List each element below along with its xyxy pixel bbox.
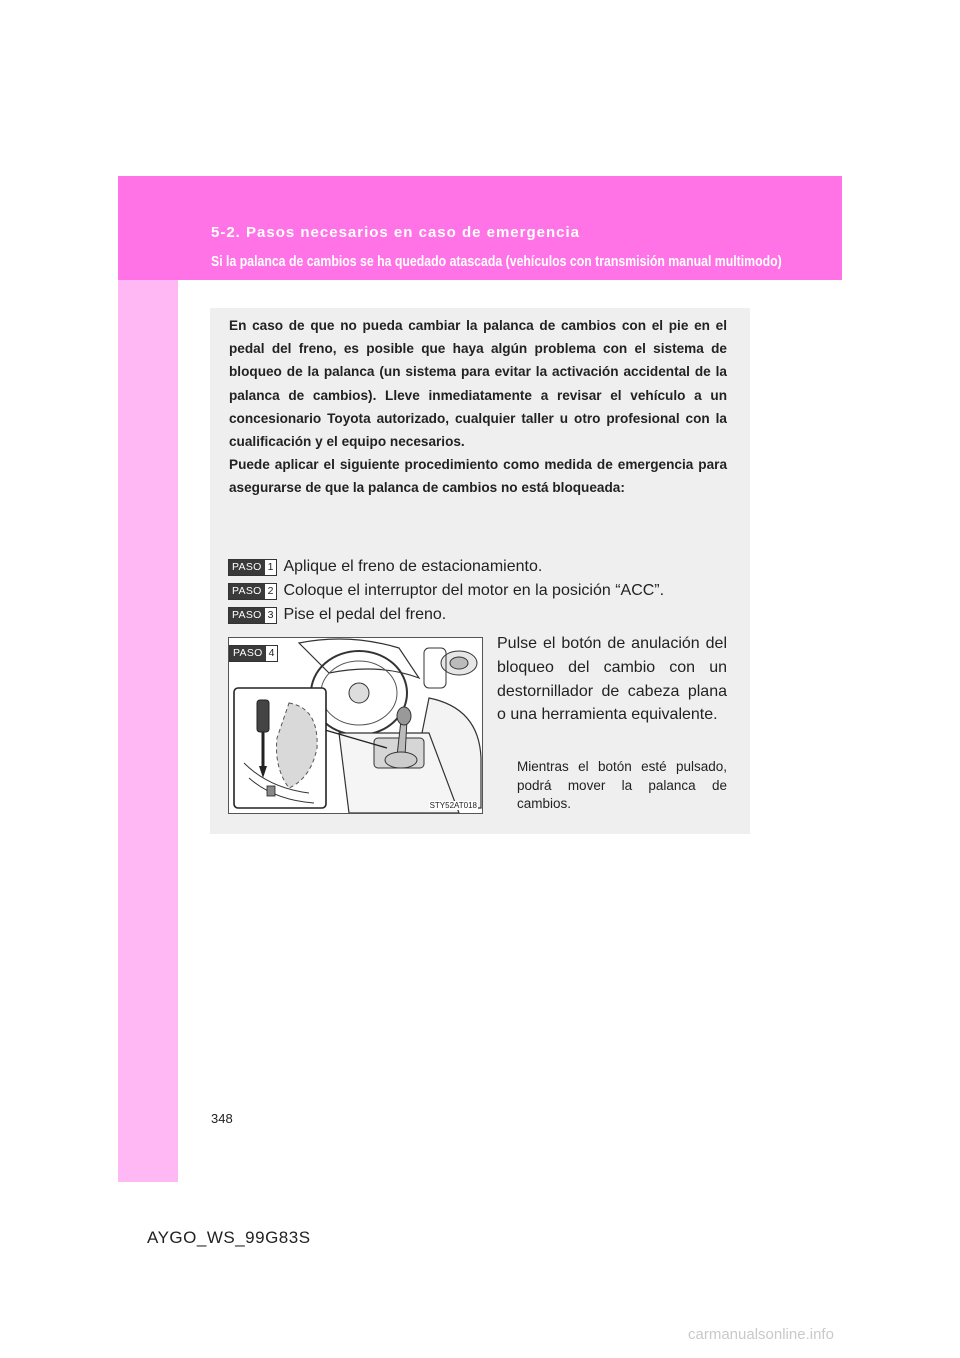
side-band bbox=[118, 280, 178, 1182]
step-badge-label: PASO bbox=[229, 560, 265, 575]
section-title: Si la palanca de cambios se ha quedado atascada (vehículos con transmisión manual multimodo) bbox=[211, 253, 782, 270]
shift-lever-drawing bbox=[229, 638, 482, 813]
step-badge-label: PASO bbox=[230, 646, 266, 661]
step-badge-number: 2 bbox=[265, 584, 277, 599]
intro-paragraph: En caso de que no pueda cambiar la palanca de cambios con el pie en el pedal del freno, es posible que haya algún problema con el sistema de bloqueo de la palanca (un sistema para evitar la activación accidental de la palanca de cambios). Lleve inmediatamente a revisar el vehículo a un concesionario Toyota autorizado, cualquier taller u otro profesional con la cualificación y el equipo necesarios. Puede aplicar el siguiente procedimiento como medida de emergencia para asegurarse de que la palanca de cambios no está bloqueada: bbox=[229, 318, 727, 496]
step-badge-label: PASO bbox=[229, 608, 265, 623]
step-badge bbox=[228, 607, 277, 624]
step-4-badge bbox=[229, 643, 284, 662]
step-text: Coloque el interruptor del motor en la posición “ACC”. bbox=[283, 582, 665, 599]
illustration-code: STY52AT018 bbox=[429, 801, 477, 810]
step-1 bbox=[228, 557, 542, 577]
step-badge-number: 3 bbox=[265, 608, 277, 623]
step-text: Pise el pedal del freno. bbox=[283, 606, 447, 623]
watermark: carmanualsonline.info bbox=[688, 1326, 834, 1343]
step-4-text: Pulse el botón de anulación del bloqueo del cambio con un destornillador de cabeza plana o una herramienta equivalente. bbox=[497, 635, 727, 724]
step-badge bbox=[228, 583, 277, 600]
intro-text bbox=[229, 314, 727, 500]
shift-lock-illustration bbox=[228, 637, 483, 814]
step-3 bbox=[228, 605, 446, 625]
step-badge bbox=[228, 559, 277, 576]
step-note: Mientras el botón esté pulsado, podrá mover la palanca de cambios. bbox=[517, 759, 727, 812]
step-badge-label: PASO bbox=[229, 584, 265, 599]
document-code: AYGO_WS_99G83S bbox=[147, 1228, 311, 1247]
step-badge-number: 4 bbox=[266, 646, 278, 661]
step-text: Aplique el freno de estacionamiento. bbox=[283, 558, 543, 575]
step-2 bbox=[228, 581, 664, 601]
page-number: 348 bbox=[211, 1111, 233, 1126]
section-label: 5-2. Pasos necesarios en caso de emergencia bbox=[211, 224, 581, 241]
step-badge bbox=[229, 645, 278, 662]
step-badge-number: 1 bbox=[265, 560, 277, 575]
